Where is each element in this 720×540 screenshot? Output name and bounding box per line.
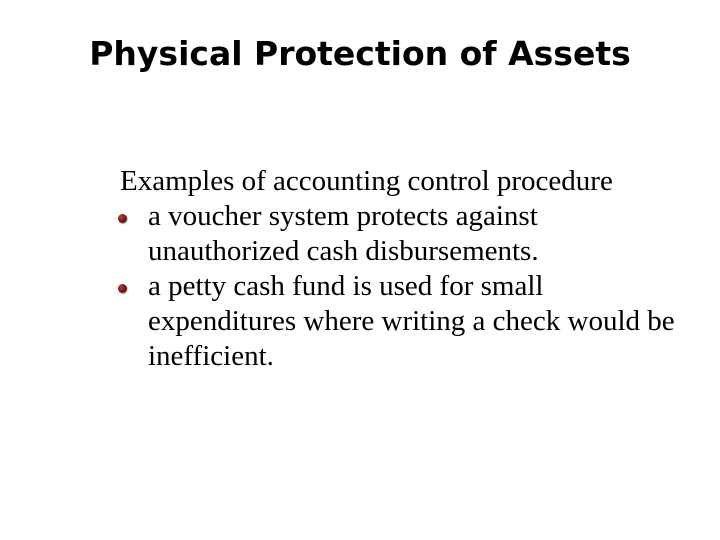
bullet-text: a voucher system protects against unauthorized cash disbursements.: [148, 200, 539, 267]
lead-text: Examples of accounting control procedure: [120, 165, 613, 197]
bullet-text: a petty cash fund is used for small expenditures where writing a check would be inefficient.: [148, 270, 675, 372]
red-dot-bullet-icon: [118, 214, 127, 223]
slide-title: Physical Protection of Assets: [89, 34, 631, 73]
red-dot-bullet-icon: [118, 284, 127, 293]
slide-body: [120, 164, 680, 374]
bullet-item: [120, 199, 680, 269]
bullet-list: [120, 199, 680, 374]
bullet-item: [120, 269, 680, 374]
